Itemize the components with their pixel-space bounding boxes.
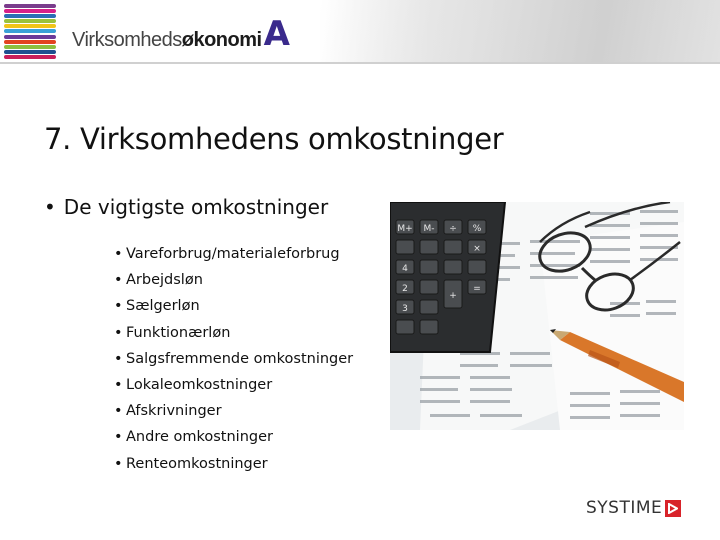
list-item-text: Sælgerløn (126, 298, 200, 315)
calc-key-mminus: M- (423, 224, 435, 234)
list-item-text: Arbejdsløn (126, 272, 203, 289)
list-item-text: Funktionærløn (126, 324, 231, 341)
brand-a-letter: A (263, 14, 290, 55)
calc-key-multiply: × (473, 244, 481, 254)
logo-stripe (4, 19, 56, 23)
stripes-logo (4, 4, 56, 60)
logo-stripe (4, 50, 56, 54)
logo-stripe (4, 40, 56, 44)
logo-stripe (4, 9, 56, 13)
brand-bold-text: økonomi (181, 29, 262, 51)
list-item: • Salgsfremmende omkostninger (114, 350, 354, 367)
logo-stripe (4, 4, 56, 8)
list-item: • Sælgerløn (114, 298, 200, 315)
calc-key-percent: % (472, 224, 482, 234)
list-item-text: Andre omkostninger (126, 429, 273, 446)
list-item: • Andre omkostninger (114, 429, 273, 446)
list-item: • Renteomkostninger (114, 455, 268, 472)
list-item: • Lokaleomkostninger (114, 376, 273, 393)
calc-key-4: 4 (402, 264, 408, 274)
list-item: • Funktionærløn (114, 324, 231, 341)
logo-stripe (4, 55, 56, 59)
calc-key-2: 2 (402, 284, 408, 294)
sub-bullet-list (114, 242, 353, 478)
logo-stripe (4, 29, 56, 33)
logo-stripe (4, 14, 56, 18)
list-item: • Afskrivninger (114, 403, 222, 420)
logo-arrow-icon (665, 500, 681, 517)
list-item-text: Salgsfremmende omkostninger (126, 350, 354, 367)
book-title-logo (72, 14, 290, 55)
photo-illustration (390, 202, 684, 430)
slide-title: 7. Virksomhedens omkostninger (44, 122, 504, 156)
list-item-text: Vareforbrug/materialeforbrug (126, 246, 340, 262)
list-item: • Arbejdsløn (114, 272, 203, 289)
logo-text: SYSTIME (586, 498, 663, 518)
calc-key-3: 3 (402, 304, 408, 314)
calc-key-equals: = (473, 284, 481, 294)
logo-stripe (4, 35, 56, 39)
calculator-glasses-photo (390, 202, 684, 430)
logo-stripe (4, 45, 56, 49)
calc-key-plus: + (449, 291, 457, 301)
header-banner (0, 0, 720, 64)
main-bullet (44, 195, 328, 219)
main-bullet-text: De vigtigste omkostninger (63, 195, 329, 219)
header-background-photo (320, 0, 720, 64)
systime-logo (586, 498, 681, 518)
calc-key-divide: ÷ (449, 224, 457, 234)
list-item-text: Renteomkostninger (126, 455, 268, 472)
header-divider (0, 62, 720, 64)
list-item-text: Lokaleomkostninger (126, 376, 273, 393)
list-item-text: Afskrivninger (126, 403, 222, 420)
calculator-icon (390, 202, 505, 352)
list-item: • Vareforbrug/materialeforbrug (114, 246, 340, 262)
logo-stripe (4, 24, 56, 28)
bullet-dot: • (44, 195, 56, 219)
calc-key-mplus: M+ (397, 224, 413, 234)
brand-light-text: Virksomheds (72, 29, 182, 51)
